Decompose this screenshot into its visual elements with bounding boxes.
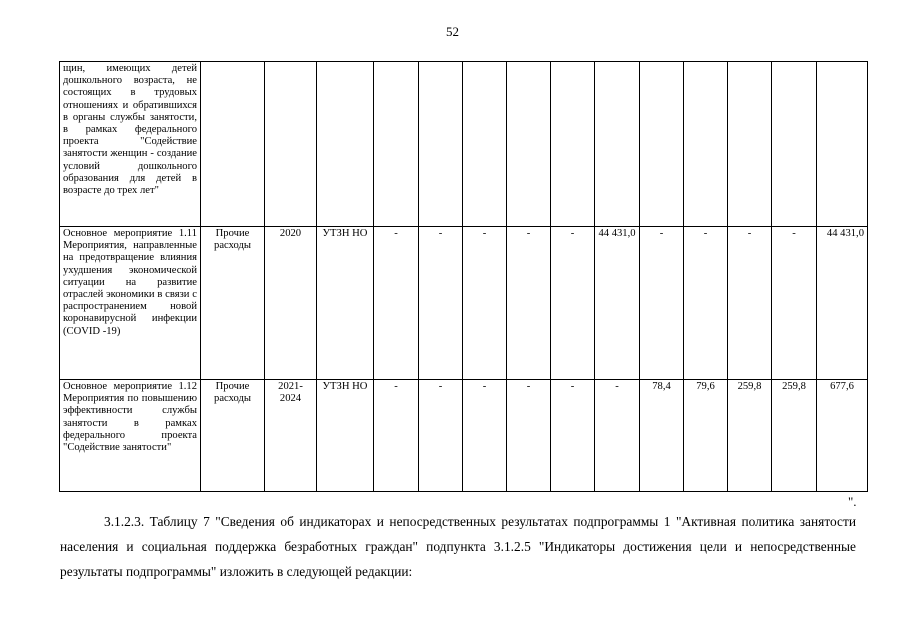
funding-source-cell: Прочие расходы (201, 227, 265, 380)
cell-empty (728, 62, 772, 227)
executor-cell: УТЗН НО (317, 380, 374, 492)
table-row (60, 380, 868, 492)
value-cell: 259,8 (772, 380, 817, 492)
value-cell: - (374, 380, 419, 492)
value-cell: - (419, 380, 463, 492)
cell-empty (817, 62, 868, 227)
value-cell: 79,6 (684, 380, 728, 492)
value-cell: - (463, 380, 507, 492)
row-description: Основное мероприятие 1.11 Мероприятия, направленные на предотвращение влияния ухудшения экономической ситуации на развитие отраслей экономики в связи с распространением новой коронавирусной инфекции (COVID -19) (60, 227, 201, 380)
years-cell: 2020 (265, 227, 317, 380)
cell-empty (463, 62, 507, 227)
value-cell: - (640, 227, 684, 380)
cell-empty (684, 62, 728, 227)
funding-source-cell: Прочие расходы (201, 380, 265, 492)
cell-empty (640, 62, 684, 227)
paragraph-text: 3.1.2.3. Таблицу 7 "Сведения об индикаторах и непосредственных результатах подпрограммы 1 "Активная политика занятости населения и социальная поддержка безработных граждан" подпункта 3.1.2.5 "Индикаторы достижения цели и непосредственные результаты подпрограммы" изложить в следующей редакции: (60, 514, 856, 579)
value-cell: - (551, 380, 595, 492)
years-cell: 2021-2024 (265, 380, 317, 492)
cell-empty (201, 62, 265, 227)
closing-quote: ". (848, 494, 857, 509)
cell-empty (374, 62, 419, 227)
budget-table (59, 61, 868, 492)
executor-cell: УТЗН НО (317, 227, 374, 380)
amendment-paragraph (60, 509, 856, 584)
value-cell: - (507, 227, 551, 380)
row-description: щин, имеющих детей дошкольного возраста, не состоящих в трудовых отношениях и обратившихся в органы службы занятости, в рамках федерального проекта "Содействие занятости женщин - создание условий дошкольного образования для детей в возрасте до трех лет" (60, 62, 201, 227)
value-cell: - (374, 227, 419, 380)
value-cell: 259,8 (728, 380, 772, 492)
cell-empty (265, 62, 317, 227)
value-cell: 44 431,0 (595, 227, 640, 380)
value-cell: - (551, 227, 595, 380)
row-description: Основное мероприятие 1.12 Мероприятия по повышению эффективности службы занятости в рамках федерального проекта "Содействие занятости" (60, 380, 201, 492)
cell-empty (317, 62, 374, 227)
value-cell: - (728, 227, 772, 380)
value-cell: - (463, 227, 507, 380)
table-row (60, 62, 868, 227)
value-cell: - (595, 380, 640, 492)
cell-empty (772, 62, 817, 227)
value-cell: - (772, 227, 817, 380)
value-cell: 78,4 (640, 380, 684, 492)
value-cell: - (684, 227, 728, 380)
value-cell: - (507, 380, 551, 492)
total-cell: 44 431,0 (817, 227, 868, 380)
cell-empty (419, 62, 463, 227)
total-cell: 677,6 (817, 380, 868, 492)
value-cell: - (419, 227, 463, 380)
cell-empty (551, 62, 595, 227)
cell-empty (595, 62, 640, 227)
cell-empty (507, 62, 551, 227)
page-number: 52 (446, 24, 459, 39)
table-row (60, 227, 868, 380)
